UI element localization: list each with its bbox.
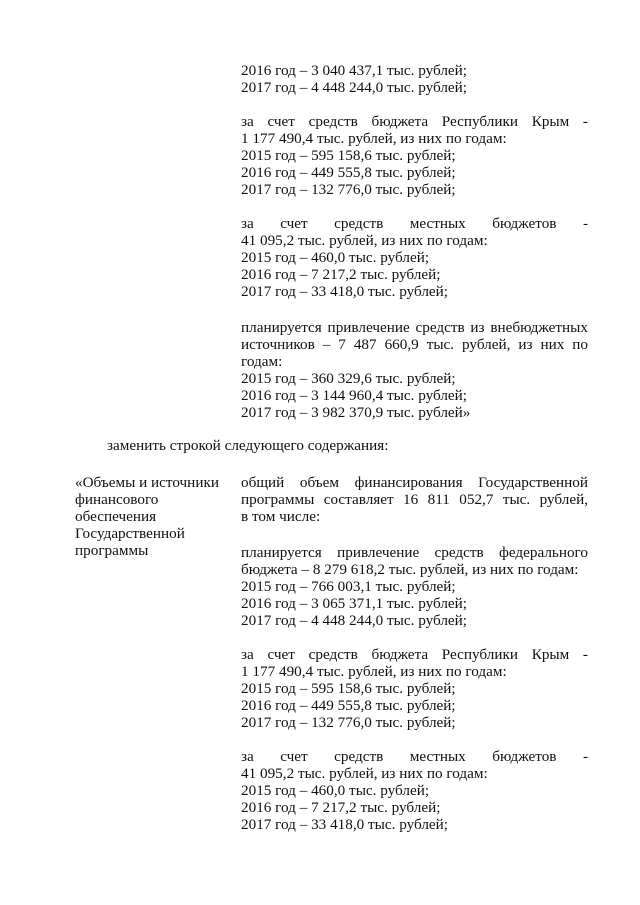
text-line: 2016 год – 7 217,2 тыс. рублей;: [241, 799, 441, 816]
text-line: 2016 год – 3 040 437,1 тыс. рублей;: [241, 62, 468, 79]
top-group-crimea-budget: [241, 113, 588, 198]
new-row-federal: [241, 544, 588, 629]
text-line: 2015 год – 360 329,6 тыс. рублей;: [241, 370, 456, 387]
text-line: источников – 7 487 660,9 тыс. рублей, из них по: [241, 336, 588, 353]
text-line: планируется привлечение средств из внебюджетных: [241, 319, 588, 336]
text-line: планируется привлечение средств федерального: [241, 544, 588, 561]
text-line: 2016 год – 449 555,8 тыс. рублей;: [241, 697, 456, 714]
text-line: 2017 год – 33 418,0 тыс. рублей;: [241, 816, 449, 833]
text-line: 2016 год – 3 144 960,4 тыс. рублей;: [241, 387, 468, 404]
top-group-local-budgets: [241, 215, 588, 300]
text-line: 2017 год – 3 982 370,9 тыс. рублей»: [241, 404, 471, 421]
text-line: 2016 год – 7 217,2 тыс. рублей;: [241, 266, 441, 283]
text-line: 2015 год – 595 158,6 тыс. рублей;: [241, 680, 456, 697]
text-line: 2017 год – 4 448 244,0 тыс. рублей;: [241, 79, 468, 96]
replace-instruction: [107, 437, 607, 454]
top-group-federal-years: [241, 62, 588, 96]
text-line: 2016 год – 3 065 371,1 тыс. рублей;: [241, 595, 468, 612]
text-line: 2015 год – 460,0 тыс. рублей;: [241, 782, 430, 799]
text-line: 2017 год – 132 776,0 тыс. рублей;: [241, 714, 456, 731]
label-line: «Объемы и источники: [75, 474, 219, 491]
text-line: в том числе:: [241, 508, 321, 525]
new-row-total: [241, 474, 588, 525]
text-line: за счет средств бюджета Республики Крым -: [241, 113, 588, 130]
label-line: обеспечения: [75, 508, 157, 525]
text-line: 1 177 490,4 тыс. рублей, из них по годам:: [241, 130, 507, 147]
label-line: финансового: [75, 491, 159, 508]
label-line: Государственной: [75, 525, 185, 542]
text-line: за счет средств местных бюджетов -: [241, 748, 588, 765]
label-line: программы: [75, 542, 149, 559]
text-line: общий объем финансирования Государственной: [241, 474, 588, 491]
text-line: 1 177 490,4 тыс. рублей, из них по годам:: [241, 663, 507, 680]
text-line: 2017 год – 33 418,0 тыс. рублей;: [241, 283, 449, 300]
new-row-local-budgets: [241, 748, 588, 833]
text-line: за счет средств местных бюджетов -: [241, 215, 588, 232]
text-line: бюджета – 8 279 618,2 тыс. рублей, из них по годам:: [241, 561, 579, 578]
new-row-label: [75, 474, 235, 559]
text-line: за счет средств бюджета Республики Крым -: [241, 646, 588, 663]
text-line: 2015 год – 595 158,6 тыс. рублей;: [241, 147, 456, 164]
new-row-crimea-budget: [241, 646, 588, 731]
text-line: 2015 год – 460,0 тыс. рублей;: [241, 249, 430, 266]
text-line: 41 095,2 тыс. рублей, из них по годам:: [241, 765, 488, 782]
text-line: 2017 год – 4 448 244,0 тыс. рублей;: [241, 612, 468, 629]
text-line: 2015 год – 766 003,1 тыс. рублей;: [241, 578, 456, 595]
instruction-text: заменить строкой следующего содержания:: [107, 437, 389, 454]
top-group-extrabudgetary: [241, 319, 588, 421]
text-line: годам:: [241, 353, 283, 370]
text-line: программы составляет 16 811 052,7 тыс. рублей,: [241, 491, 588, 508]
text-line: 2016 год – 449 555,8 тыс. рублей;: [241, 164, 456, 181]
text-line: 41 095,2 тыс. рублей, из них по годам:: [241, 232, 488, 249]
text-line: 2017 год – 132 776,0 тыс. рублей;: [241, 181, 456, 198]
